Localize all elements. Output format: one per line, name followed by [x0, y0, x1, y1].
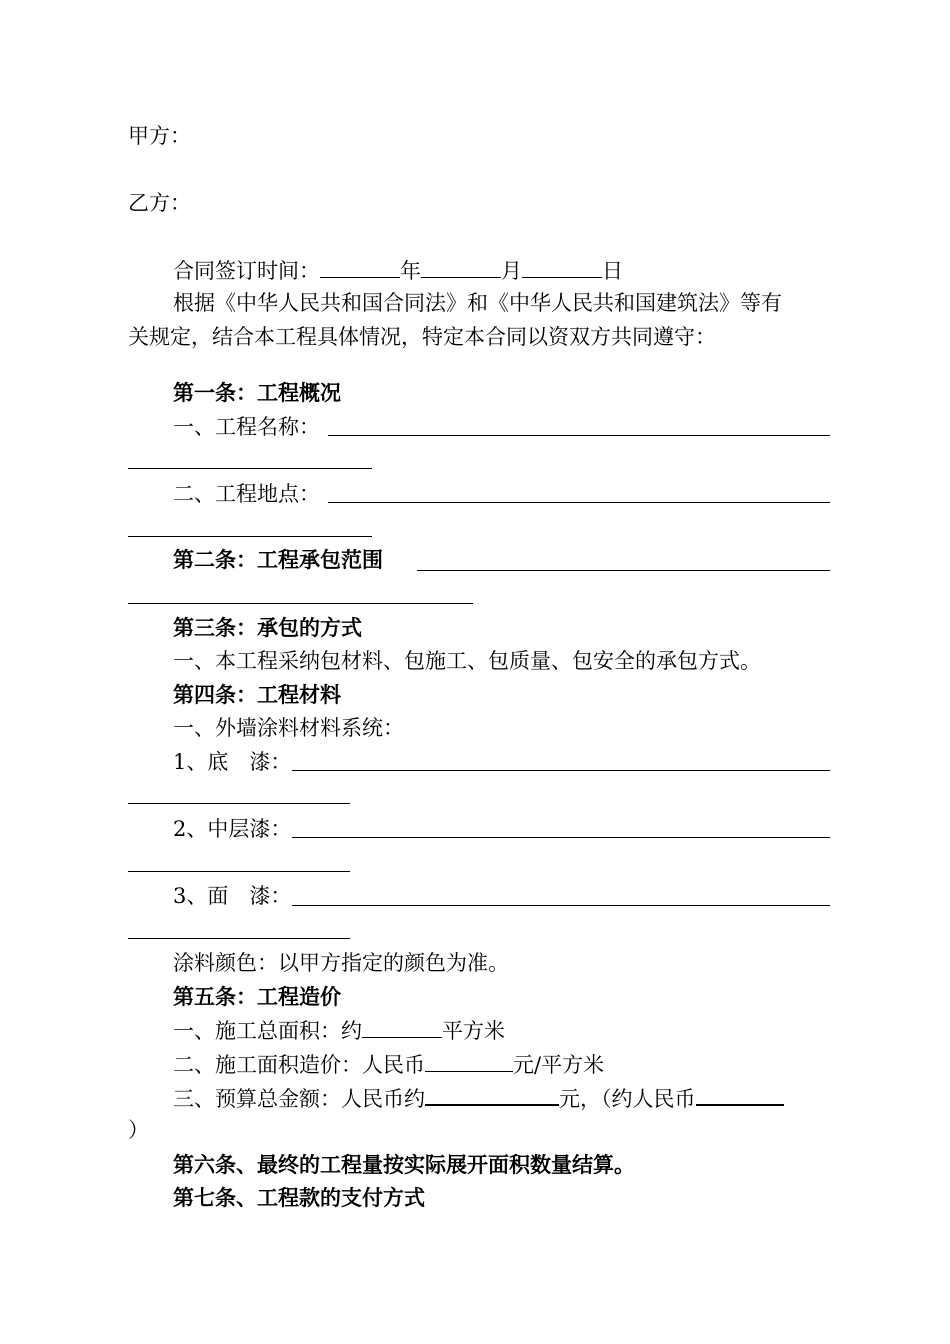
- project-name-label: 一、工程名称：: [173, 415, 320, 439]
- preamble-line-2: 关规定，结合本工程具体情况，特定本合同以资双方共同遵守：: [128, 325, 716, 349]
- article7-title: 第七条、工程款的支付方式: [173, 1185, 425, 1210]
- middle-coat-blank[interactable]: [292, 836, 830, 838]
- article4-title: 第四条：工程材料: [173, 682, 341, 707]
- unit-price-row: [173, 1049, 830, 1080]
- article6-title: 第六条、最终的工程量按实际展开面积数量结算。: [173, 1152, 635, 1177]
- total-area-unit: 平方米: [442, 1019, 505, 1043]
- article5-title: 第五条：工程造价: [173, 984, 341, 1009]
- middle-coat-blank-cont[interactable]: [128, 870, 350, 872]
- top-coat-label: 3、面 漆：: [173, 884, 292, 908]
- unit-price-label: 二、施工面积造价：人民币: [173, 1053, 425, 1077]
- article3-title: 第三条：承包的方式: [173, 615, 362, 640]
- unit-price-blank[interactable]: [425, 1049, 513, 1072]
- project-name-blank-cont[interactable]: [128, 467, 372, 469]
- primer-label: 1、底 漆：: [173, 750, 292, 774]
- project-location-blank[interactable]: [328, 501, 830, 503]
- sign-time-row: [173, 255, 830, 286]
- budget-label: 三、预算总金额：人民币约: [173, 1087, 425, 1111]
- total-area-blank[interactable]: [362, 1015, 442, 1038]
- coating-color-note: 涂料颜色：以甲方指定的颜色为准。: [173, 951, 509, 975]
- article3-item1: 一、本工程采纳包材料、包施工、包质量、包安全的承包方式。: [173, 649, 761, 673]
- month-label: 月: [501, 259, 522, 283]
- preamble-line-1: 根据《中华人民共和国合同法》和《中华人民共和国建筑法》等有: [173, 291, 782, 315]
- month-blank[interactable]: [421, 255, 501, 278]
- primer-blank[interactable]: [292, 769, 830, 771]
- budget-row: [173, 1082, 830, 1114]
- budget-words-blank[interactable]: [696, 1082, 784, 1106]
- top-coat-blank-cont[interactable]: [128, 937, 350, 939]
- scope-blank-cont[interactable]: [128, 602, 473, 604]
- primer-blank-cont[interactable]: [128, 802, 350, 804]
- top-coat-blank[interactable]: [292, 904, 830, 906]
- middle-coat-label: 2、中层漆：: [173, 817, 292, 841]
- year-label: 年: [400, 259, 421, 283]
- party-b-label: 乙方：: [128, 191, 191, 215]
- article2-title: 第二条：工程承包范围: [173, 547, 383, 572]
- day-blank[interactable]: [522, 255, 602, 278]
- budget-close-paren: ）: [128, 1118, 149, 1142]
- budget-mid-text: 元，（约人民币: [559, 1087, 696, 1111]
- sign-time-label: 合同签订时间：: [173, 259, 320, 283]
- unit-price-unit: 元/平方米: [513, 1053, 605, 1077]
- project-location-label: 二、工程地点：: [173, 482, 320, 506]
- total-area-row: [173, 1015, 830, 1046]
- budget-amount-blank[interactable]: [425, 1082, 559, 1106]
- year-blank[interactable]: [320, 255, 400, 278]
- project-location-blank-cont[interactable]: [128, 535, 372, 537]
- article1-title: 第一条：工程概况: [173, 380, 341, 405]
- exterior-coating-system: 一、外墙涂料材料系统：: [173, 716, 404, 740]
- day-label: 日: [602, 259, 623, 283]
- total-area-label: 一、施工总面积：约: [173, 1019, 362, 1043]
- party-a-label: 甲方：: [128, 124, 191, 148]
- scope-blank[interactable]: [417, 569, 830, 571]
- project-name-blank[interactable]: [328, 434, 830, 436]
